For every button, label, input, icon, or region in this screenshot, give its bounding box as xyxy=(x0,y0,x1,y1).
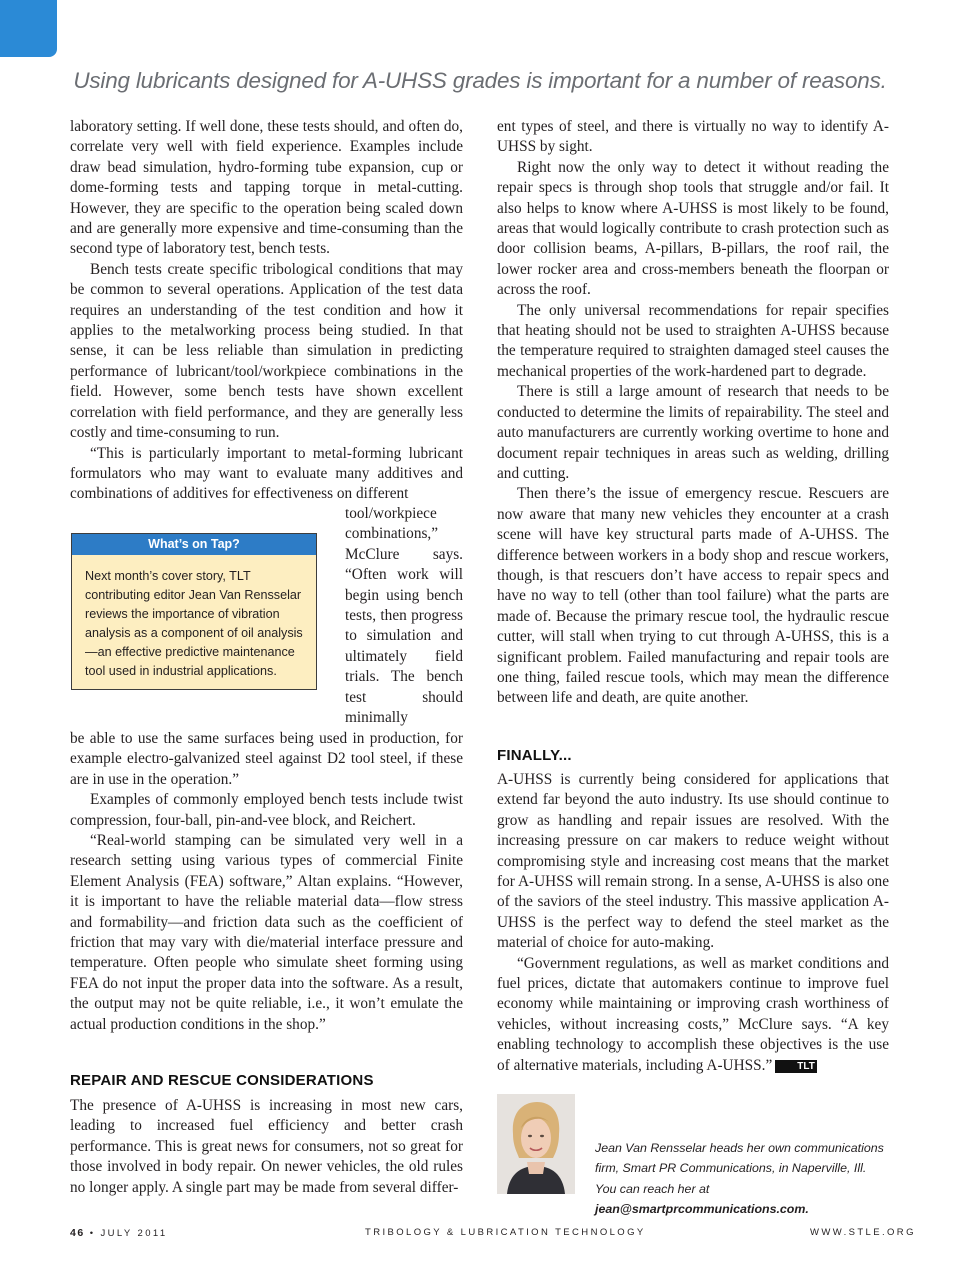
footer-separator: • xyxy=(89,1228,96,1239)
author-bio xyxy=(595,1138,885,1220)
paragraph xyxy=(497,954,889,1076)
paragraph: The only universal recommendations for repair specifies that heating should not be used to straighten A-UHSS because the temperature required to straighten damaged steel causes the mechanical properties of the work-hardened part to degrade. xyxy=(497,301,889,380)
paragraph: Examples of commonly employed bench tests include twist compression, four-ball, pin-and-vee block, and Reichert. xyxy=(70,791,463,829)
paragraph: The presence of A-UHSS is increasing in most new cars, leading to increased fuel efficiency and better crash performance. This is great news for consumers, not so great for those involved in body repair. On newer vehicles, the old rules no longer apply. A single part may be made from several differ- xyxy=(70,1097,463,1196)
author-bio-text: Jean Van Rensselar heads her own communications firm, Smart PR Communications, in Naperville, Ill. You can reach her at xyxy=(595,1141,884,1196)
author-email-link[interactable]: jean@smartprcommunications.com. xyxy=(595,1202,809,1217)
paragraph: be able to use the same surfaces being used in production, for example electro-galvanized steel against D2 tool steel, if these are in use in the operation.” xyxy=(70,730,463,788)
tlt-end-mark: TLT xyxy=(775,1060,817,1073)
footer-website[interactable]: WWW.STLE.ORG xyxy=(810,1227,916,1238)
left-column-bottom xyxy=(70,729,463,1035)
section-heading-repair: REPAIR AND RESCUE CONSIDERATIONS xyxy=(70,1072,374,1089)
paragraph-text: “Government regulations, as well as market conditions and fuel prices, dictate that automakers continue to improve fuel economy while maintaining or improving crash worthiness of vehicles, without increasing costs,” McClure says. “A key enabling technology to accomplish these objectives is the use of alternative materials, including A-UHSS.” xyxy=(497,954,889,1074)
left-column-narrow xyxy=(345,504,463,728)
section-finally-body xyxy=(497,770,889,1076)
sidebar-body: Next month’s cover story, TLT contributing editor Jean Van Rensselar reviews the importance of vibration analysis as a component of oil analysis—an effective predictive maintenance tool used in industrial applications. xyxy=(85,569,303,678)
footer-left xyxy=(70,1227,168,1239)
section-heading-finally: FINALLY... xyxy=(497,747,572,764)
footer-publication: TRIBOLOGY & LUBRICATION TECHNOLOGY xyxy=(365,1227,646,1238)
right-column xyxy=(497,117,889,709)
paragraph: “Real-world stamping can be simulated very well in a research setting using various types of commercial Finite Element Analysis (FEA) software,” Altan explains. “However, it is important to have the reliable material data—flow stress and formability—and friction data such as the coefficient of friction that may vary with die/material interface pressure and temperature. Often people who simulate sheet forming using FEA do not input the proper data into the software. As a result, the output may not be quite reliable, i.e., it won’t emulate the actual production conditions in the shop.” xyxy=(70,832,463,1033)
pull-quote: Using lubricants designed for A-UHSS grades is important for a number of reasons. xyxy=(73,68,887,93)
author-photo xyxy=(497,1094,575,1194)
issue-date: JULY 2011 xyxy=(100,1228,168,1239)
sidebar-title: What’s on Tap? xyxy=(72,534,316,555)
paragraph: A-UHSS is currently being considered for applications that extend far beyond the auto industry. Its use should continue to grow as handling and repair issues are resolved. With the increasing pressure on car makers to reduce weight without compromising style and increasing cost means that the market for A-UHSS will remain strong. In a sense, A-UHSS is also one of the saviors of the steel industry. This massive application A-UHSS is the perfect way to defend the steel market as the material of choice for auto-making. xyxy=(497,771,889,952)
author-portrait-image xyxy=(497,1094,575,1194)
paragraph: Right now the only way to detect it without reading the repair specs is through shop tools that struggle and/or fail. It also helps to know where A-UHSS is most likely to be found, areas that would logically contribute to crash protection such as door collision beams, A-pillars, B-pillars, the roof rail, the lower rocker area and cross-members beneath the floorpan or across the roof. xyxy=(497,158,889,299)
paragraph: Bench tests create specific tribological conditions that may be common to several operations. Application of the test data requires an understanding of the test condition and how it applies to the metalworking process being studied. In that sense, it can be less reliable than simulation in predicting performance of lubricant/tool/workpiece combinations in the field. However, some bench tests have shown excellent correlation with field performance, and they are generally less costly and time-consuming to run. xyxy=(70,260,463,442)
paragraph: ent types of steel, and there is virtually no way to identify A-UHSS by sight. xyxy=(497,118,889,156)
page-number: 46 xyxy=(70,1227,85,1239)
paragraph: Then there’s the issue of emergency rescue. Rescuers are now aware that many new vehicles they encounter at a crash scene will have key structural parts made of A-UHSS. The difference between workers in a body shop and rescue workers, though, is that rescuers don’t have access to repair specs and have no way to tell (other than tool failure) what the parts are made of. Because the primary rescue tool, the hydraulic rescue cutter, will stall when trying to cut through A-UHSS, this is a significant problem. Failed manufacturing and repair tools are one thing, failed rescue tools, which may mean the difference between life and death, are quite another. xyxy=(497,485,889,707)
sidebar-whats-on-tap xyxy=(71,533,317,690)
left-column-top xyxy=(70,117,463,505)
paragraph: “This is particularly important to metal-forming lubricant formulators who may want to evaluate many additives and combinations of additives for effectiveness on different xyxy=(70,444,463,503)
paragraph: tool/workpiece combinations,” McClure says. “Often work will begin using bench tests, then progress to simulation and ultimately field trials. The bench test should minimally xyxy=(345,505,463,727)
corner-tab xyxy=(0,0,57,57)
section-repair-body xyxy=(70,1096,463,1198)
paragraph: laboratory setting. If well done, these tests should, and often do, correlate very well with field experience. Examples include draw bead simulation, hydro-forming tube expansion, cup or dome-forming tests and tapping torque in metal-cutting. However, they are specific to the operation being scaled down and are generally more expensive and time-consuming than the second type of laboratory test, bench tests. xyxy=(70,118,463,258)
paragraph: There is still a large amount of research that needs to be conducted to determine the limits of repairability. The steel and auto manufacturers are currently working overtime to hone and document repair techniques in areas such as welding, drilling and cutting. xyxy=(497,383,889,482)
